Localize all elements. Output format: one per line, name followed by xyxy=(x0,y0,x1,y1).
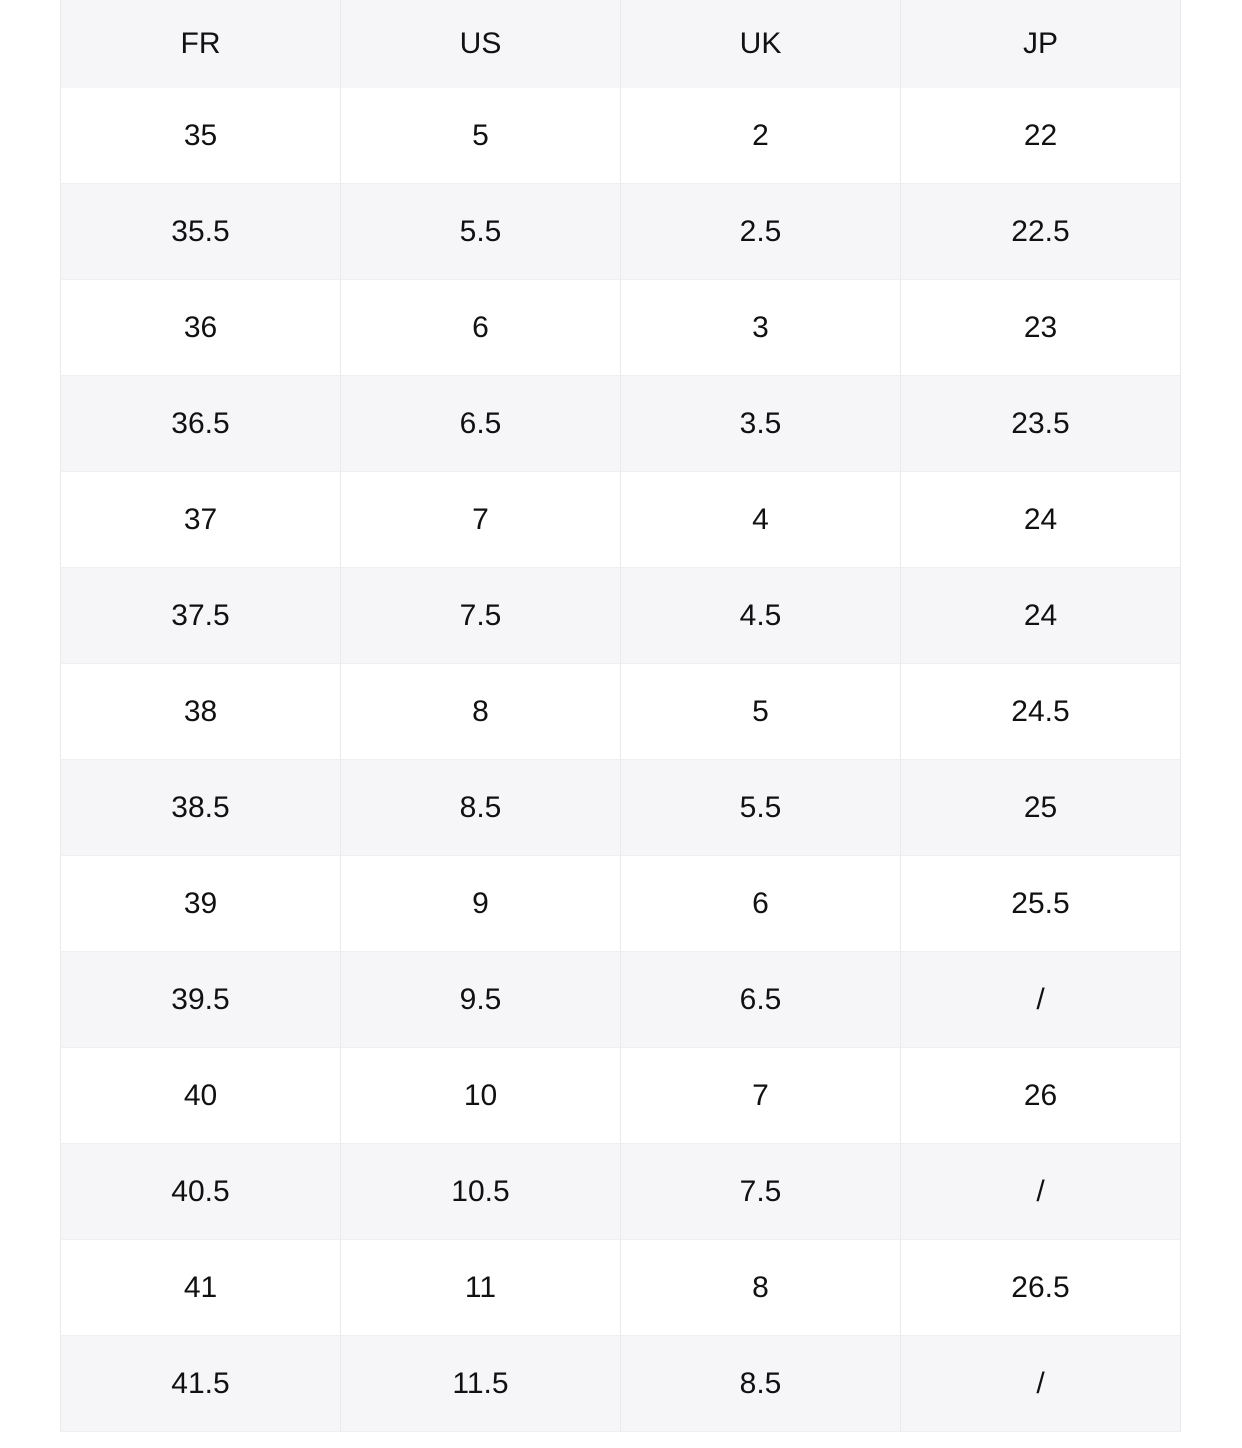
cell-us: 8 xyxy=(341,664,621,760)
table-row xyxy=(61,664,1181,760)
cell-jp: 23.5 xyxy=(901,376,1181,472)
cell-jp: 26.5 xyxy=(901,1240,1181,1336)
cell-us: 9.5 xyxy=(341,952,621,1048)
cell-uk: 4 xyxy=(621,472,901,568)
cell-us: 7.5 xyxy=(341,568,621,664)
cell-us: 11 xyxy=(341,1240,621,1336)
table-row xyxy=(61,1240,1181,1336)
cell-jp: / xyxy=(901,1336,1181,1432)
cell-uk: 3.5 xyxy=(621,376,901,472)
table-row xyxy=(61,280,1181,376)
cell-us: 10 xyxy=(341,1048,621,1144)
table-row xyxy=(61,1336,1181,1432)
table-row xyxy=(61,184,1181,280)
cell-jp: 24.5 xyxy=(901,664,1181,760)
table-row xyxy=(61,568,1181,664)
cell-uk: 2 xyxy=(621,88,901,184)
cell-jp: / xyxy=(901,952,1181,1048)
cell-fr: 37 xyxy=(61,472,341,568)
cell-fr: 40 xyxy=(61,1048,341,1144)
cell-uk: 4.5 xyxy=(621,568,901,664)
cell-us: 9 xyxy=(341,856,621,952)
cell-fr: 35.5 xyxy=(61,184,341,280)
cell-fr: 41.5 xyxy=(61,1336,341,1432)
cell-uk: 5 xyxy=(621,664,901,760)
cell-jp: 25 xyxy=(901,760,1181,856)
cell-jp: 23 xyxy=(901,280,1181,376)
cell-fr: 38.5 xyxy=(61,760,341,856)
cell-fr: 36.5 xyxy=(61,376,341,472)
table-row xyxy=(61,376,1181,472)
header-jp: JP xyxy=(901,0,1181,88)
table-body xyxy=(61,88,1181,1432)
cell-fr: 36 xyxy=(61,280,341,376)
cell-uk: 6.5 xyxy=(621,952,901,1048)
cell-fr: 39.5 xyxy=(61,952,341,1048)
cell-fr: 39 xyxy=(61,856,341,952)
cell-us: 5.5 xyxy=(341,184,621,280)
cell-fr: 40.5 xyxy=(61,1144,341,1240)
cell-jp: 24 xyxy=(901,568,1181,664)
table-row xyxy=(61,472,1181,568)
cell-fr: 35 xyxy=(61,88,341,184)
cell-uk: 8.5 xyxy=(621,1336,901,1432)
table-row xyxy=(61,1144,1181,1240)
cell-fr: 37.5 xyxy=(61,568,341,664)
header-fr: FR xyxy=(61,0,341,88)
cell-jp: 22 xyxy=(901,88,1181,184)
table-row xyxy=(61,760,1181,856)
table-row xyxy=(61,952,1181,1048)
table-row xyxy=(61,856,1181,952)
cell-uk: 8 xyxy=(621,1240,901,1336)
cell-us: 7 xyxy=(341,472,621,568)
cell-uk: 7 xyxy=(621,1048,901,1144)
cell-uk: 6 xyxy=(621,856,901,952)
table-row xyxy=(61,88,1181,184)
cell-jp: 26 xyxy=(901,1048,1181,1144)
cell-jp: / xyxy=(901,1144,1181,1240)
header-us: US xyxy=(341,0,621,88)
cell-uk: 5.5 xyxy=(621,760,901,856)
cell-fr: 41 xyxy=(61,1240,341,1336)
cell-us: 10.5 xyxy=(341,1144,621,1240)
table-header xyxy=(61,0,1181,88)
cell-us: 5 xyxy=(341,88,621,184)
header-uk: UK xyxy=(621,0,901,88)
cell-us: 8.5 xyxy=(341,760,621,856)
cell-fr: 38 xyxy=(61,664,341,760)
table-row xyxy=(61,1048,1181,1144)
size-conversion-table xyxy=(60,0,1181,1432)
header-row xyxy=(61,0,1181,88)
cell-jp: 22.5 xyxy=(901,184,1181,280)
cell-jp: 24 xyxy=(901,472,1181,568)
cell-us: 11.5 xyxy=(341,1336,621,1432)
cell-jp: 25.5 xyxy=(901,856,1181,952)
cell-uk: 3 xyxy=(621,280,901,376)
cell-uk: 2.5 xyxy=(621,184,901,280)
cell-us: 6.5 xyxy=(341,376,621,472)
cell-uk: 7.5 xyxy=(621,1144,901,1240)
cell-us: 6 xyxy=(341,280,621,376)
